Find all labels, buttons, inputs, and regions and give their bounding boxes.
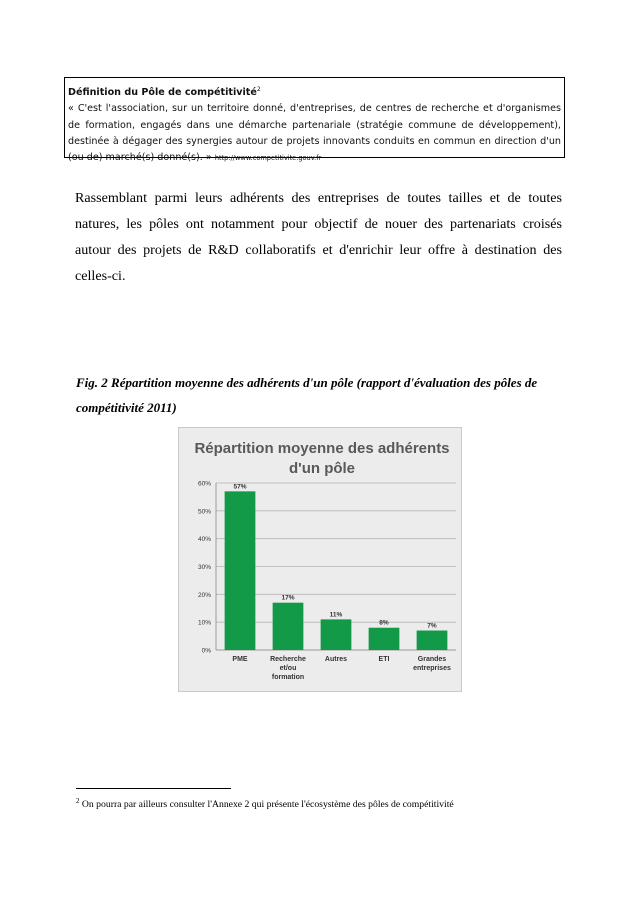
bar — [417, 631, 448, 650]
footnote-text: On pourra par ailleurs consulter l'Annexe 2 qui présente l'écosystème des pôles de compétitivité — [81, 799, 454, 811]
x-tick-label: ETI — [378, 656, 390, 663]
footnote-number: 2 — [76, 797, 80, 805]
x-tick-label: Autres — [324, 656, 348, 663]
bar — [225, 491, 256, 650]
bar — [369, 628, 400, 650]
x-tick-label: entreprises — [413, 665, 451, 672]
data-label: 11% — [329, 611, 343, 619]
footnote — [76, 795, 566, 811]
y-tick-label: 0% — [201, 647, 211, 655]
x-tick-label: PME — [232, 656, 248, 663]
definition-title — [68, 82, 561, 101]
chart-title-line: Répartition moyenne des adhérents — [194, 440, 450, 457]
data-label: 7% — [427, 622, 437, 630]
x-tick-label: formation — [271, 674, 305, 681]
data-label: 17% — [281, 594, 295, 602]
y-tick-label: 40% — [197, 536, 211, 544]
definition-text-block — [68, 101, 561, 166]
bar — [321, 619, 352, 650]
body-paragraph: Rassemblant parmi leurs adhérents des entreprises de toutes tailles et de toutes natures, les pôles ont notamment pour objectif de nouer des partenariats croisés autour des projets de R&D collaboratifs et d'enrichir leur offre à destination des celles-ci. — [75, 190, 562, 284]
y-tick-label: 60% — [197, 480, 211, 488]
definition-footnote-ref: 2 — [256, 86, 261, 93]
definition-title-text: Définition du Pôle de compétitivité — [68, 87, 257, 99]
data-label: 8% — [379, 619, 389, 627]
x-tick-label: Recherche — [270, 656, 306, 663]
y-tick-label: 10% — [197, 619, 211, 627]
footnote-separator — [76, 788, 231, 789]
chart-title-line: d'un pôle — [288, 460, 356, 477]
chart-canvas — [179, 428, 461, 691]
y-tick-label: 20% — [197, 591, 211, 599]
y-tick-label: 50% — [197, 508, 211, 516]
x-tick-label: Grandes — [417, 656, 447, 663]
figure-caption: Fig. 2 Répartition moyenne des adhérents d'un pôle (rapport d'évaluation des pôles de compétitivité 2011) — [76, 375, 538, 415]
definition-text: « C'est l'association, sur un territoire donné, d'entreprises, de centres de recherche et d'organismes de formation, engagés dans une démarche partenariale (stratégie commune de développement), destinée à dégager des synergies autour de projets innovants conduits en commun en direction d'un (ou de) marché(s) donné(s). » — [68, 103, 561, 164]
definition-box — [64, 77, 565, 164]
data-label: 57% — [233, 483, 247, 491]
x-tick-label: et/ou — [279, 665, 297, 672]
bar — [273, 603, 304, 650]
y-tick-label: 30% — [197, 564, 211, 571]
definition-source-url: http://www.competitivite.gouv.fr — [214, 154, 322, 163]
bar-chart — [178, 427, 462, 692]
